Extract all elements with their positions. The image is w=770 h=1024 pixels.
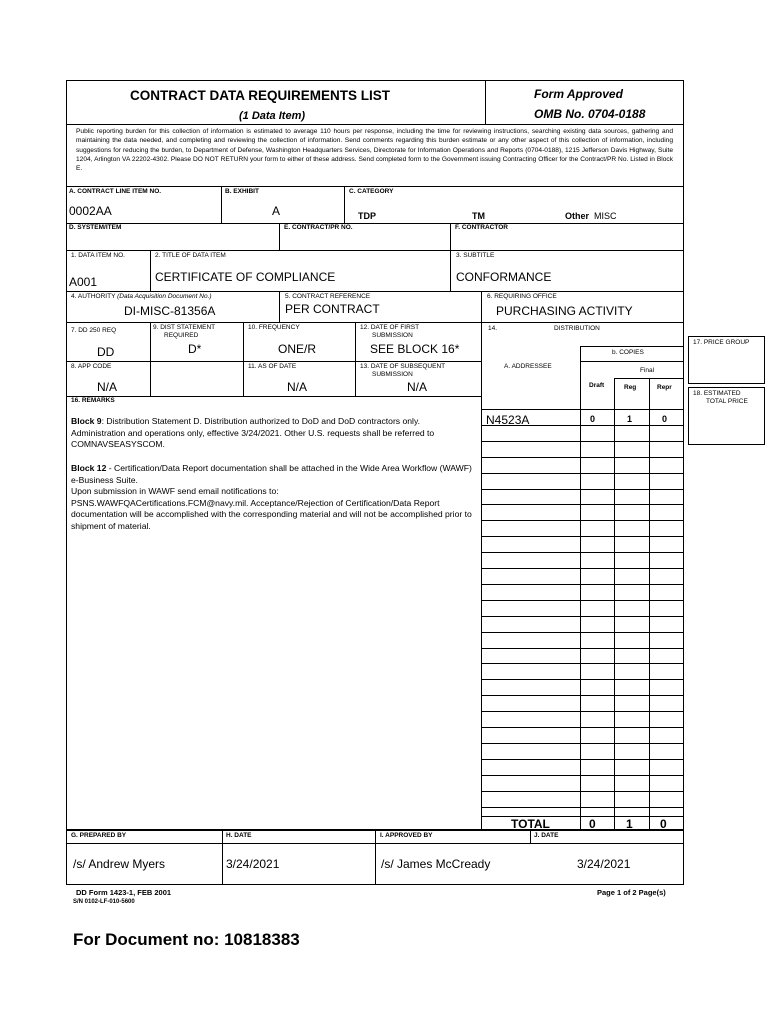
distribution-row-line [481, 536, 684, 537]
estimated-price-label-1: 18. ESTIMATED [693, 390, 741, 397]
title-value[interactable]: CERTIFICATE OF COMPLIANCE [155, 270, 336, 284]
dd250-label: 7. DD 250 REQ [71, 327, 117, 334]
estimated-price-label-2: TOTAL PRICE [706, 398, 748, 405]
distribution-row-line [481, 648, 684, 649]
remarks-block9: Block 9: Distribution Statement D. Distribution authorized to DoD and DoD contractors only. Administration and operations only, effective 3/24/2021. Other U.S. requests shall be referred to COMNAVSEASYSCOM. [71, 416, 435, 450]
contract-line-item-label: A. CONTRACT LINE ITEM NO. [69, 188, 162, 195]
app-code-value[interactable]: N/A [97, 380, 118, 394]
distribution-row-line [481, 743, 684, 744]
distribution-number: 14. [488, 325, 498, 332]
category-tdp: TDP [358, 211, 376, 221]
authority-label: 4. AUTHORITY (Data Acquisition Document No.) [71, 293, 212, 300]
app-code-label: 8. APP CODE [71, 363, 112, 370]
distribution-row-line [481, 663, 684, 664]
distribution-row-line [481, 632, 684, 633]
distribution-row-line [481, 552, 684, 553]
distribution-row-line [481, 775, 684, 776]
prepared-by-label: G. PREPARED BY [71, 832, 127, 839]
exhibit-label: B. EXHIBIT [225, 188, 259, 195]
distribution-row-line [481, 711, 684, 712]
requiring-office-value[interactable]: PURCHASING ACTIVITY [496, 304, 633, 318]
approved-by-value[interactable]: /s/ James McCready [381, 857, 491, 871]
document-number-note: For Document no: 10818383 [73, 930, 300, 949]
distribution-row-line [481, 695, 684, 696]
distribution-row-line [481, 584, 684, 585]
addressee-label: A. ADDRESSEE [504, 363, 552, 370]
first-submission-label-1: 12. DATE OF FIRST [360, 324, 420, 331]
data-item-no-label: 1. DATA ITEM NO. [71, 252, 125, 259]
distribution-row-line [481, 600, 684, 601]
dist-statement-label-2: REQUIRED [164, 332, 199, 339]
contract-reference-value[interactable]: PER CONTRACT [285, 302, 380, 316]
draft-label: Draft [589, 382, 605, 389]
final-label: Final [640, 367, 655, 374]
distribution-row-line [481, 457, 684, 458]
form-title: CONTRACT DATA REQUIREMENTS LIST [130, 88, 390, 103]
subsequent-submission-label-1: 13. DATE OF SUBSEQUENT [360, 363, 446, 370]
prepared-date-value[interactable]: 3/24/2021 [226, 857, 280, 871]
total-repr: 0 [660, 817, 667, 831]
dd250-value[interactable]: DD [97, 345, 115, 359]
prepared-date-label: H. DATE [226, 832, 252, 839]
dist-statement-value[interactable]: D* [188, 342, 202, 356]
prepared-by-value[interactable]: /s/ Andrew Myers [73, 857, 166, 871]
requiring-office-label: 6. REQUIRING OFFICE [487, 293, 557, 300]
contract-pr-label: E. CONTRACT/PR NO. [284, 224, 353, 231]
reg-copies-value[interactable]: 1 [627, 414, 633, 424]
category-tm: TM [472, 211, 485, 221]
first-submission-label-2: SUBMISSION [372, 332, 413, 339]
header-divider [485, 80, 486, 124]
page-indicator: Page 1 of 2 Page(s) [597, 888, 666, 897]
approved-by-label: I. APPROVED BY [380, 832, 433, 839]
remarks-block12: Block 12 - Certification/Data Report documentation shall be attached in the Wide Area Workflow (WAWF) e-Business Suite. Upon submission in WAWF send email notifications to: PSNS.WAWFQACertifications.FCM@navy.mil. Acceptance/Rejection of Certification/Data Report documentation will be accomplished with the corresponding material and will not be accomplished prior to shipment of material. [71, 463, 472, 531]
addressee-value[interactable]: N4523A [486, 413, 530, 427]
approved-date-value[interactable]: 3/24/2021 [577, 857, 631, 871]
total-reg: 1 [626, 817, 633, 831]
authority-value[interactable]: DI-MISC-81356A [124, 304, 216, 318]
distribution-row-line [481, 504, 684, 505]
distribution-row-line [481, 441, 684, 442]
total-label: TOTAL [511, 817, 550, 831]
category-label: C. CATEGORY [349, 188, 394, 195]
as-of-date-label: 11. AS OF DATE [248, 363, 297, 370]
system-item-label: D. SYSTEM/ITEM [69, 224, 122, 231]
frequency-value[interactable]: ONE/R [278, 342, 317, 356]
total-draft: 0 [589, 817, 596, 831]
price-group-label: 17. PRICE GROUP [693, 339, 750, 346]
data-item-no-value[interactable]: A001 [69, 275, 98, 289]
exhibit-value[interactable]: A [272, 204, 281, 218]
frequency-label: 10. FREQUENCY [248, 324, 300, 331]
distribution-row-line [481, 568, 684, 569]
distribution-row-line [481, 759, 684, 760]
distribution-row-line [481, 489, 684, 490]
reg-col-divider [614, 378, 615, 830]
distribution-row-line [481, 679, 684, 680]
repr-label: Repr [657, 384, 672, 391]
copies-label: b. COPIES [612, 349, 644, 356]
title-label: 2. TITLE OF DATA ITEM [155, 252, 226, 259]
dist-statement-label-1: 9. DIST STATEMENT [153, 324, 216, 331]
subsequent-submission-value[interactable]: N/A [407, 380, 428, 394]
omb-number: OMB No. 0704-0188 [534, 107, 646, 121]
remarks-label: 16. REMARKS [71, 397, 115, 404]
contractor-label: F. CONTRACTOR [455, 224, 508, 231]
distribution-row-line [481, 520, 684, 521]
as-of-date-value[interactable]: N/A [287, 380, 308, 394]
first-submission-value[interactable]: SEE BLOCK 16* [370, 342, 460, 356]
distribution-row-line [481, 791, 684, 792]
distribution-row-line [481, 473, 684, 474]
reg-label: Reg [624, 384, 637, 391]
distribution-row-line [481, 727, 684, 728]
burden-statement: Public reporting burden for this collection of information is estimated to average 110 hours per response, including the time for reviewing instructions, searching existing data sources, gathering and maintaining the data needed, and completing and reviewing the collection of information. Send comments regarding this burden estimate or any other aspect of this collection of information, including suggestions for reducing the burden, to Department of Defense, Washington Headquarters Services, Directorate for Information Operations and Reports (0704-0188), 1215 Jefferson Davis Highway, Suite 1204, Arlington VA 22202-4302. Please DO NOT RETURN your form to either of these address. Send completed form to the Government issuing Contracting Officer for the Contract/PR No. Listed in Block E. [76, 128, 673, 173]
distribution-label: DISTRIBUTION [554, 325, 600, 332]
approved-date-label: J. DATE [534, 832, 559, 839]
distribution-row-line [481, 409, 684, 410]
form-id: DD Form 1423-1, FEB 2001 [76, 888, 172, 897]
draft-copies-value[interactable]: 0 [590, 414, 596, 424]
contract-reference-label: 5. CONTRACT REFERENCE [285, 293, 371, 300]
repr-copies-value[interactable]: 0 [662, 414, 668, 424]
subtitle-value[interactable]: CONFORMANCE [456, 270, 552, 284]
form-approved: Form Approved [534, 87, 623, 101]
serial-number: S/N 0102-LF-010-5600 [73, 899, 135, 905]
form-subtitle: (1 Data Item) [239, 110, 306, 122]
distribution-row-line [481, 616, 684, 617]
subtitle-label: 3. SUBTITLE [456, 252, 495, 259]
repr-col-divider [649, 378, 650, 830]
copies-col-divider [580, 346, 581, 830]
subsequent-submission-label-2: SUBMISSION [372, 371, 413, 378]
contract-line-item-value[interactable]: 0002AA [69, 204, 112, 218]
distribution-row-line [481, 807, 684, 808]
category-other-value[interactable]: MISC [594, 211, 617, 221]
category-other-label: Other [565, 211, 590, 221]
